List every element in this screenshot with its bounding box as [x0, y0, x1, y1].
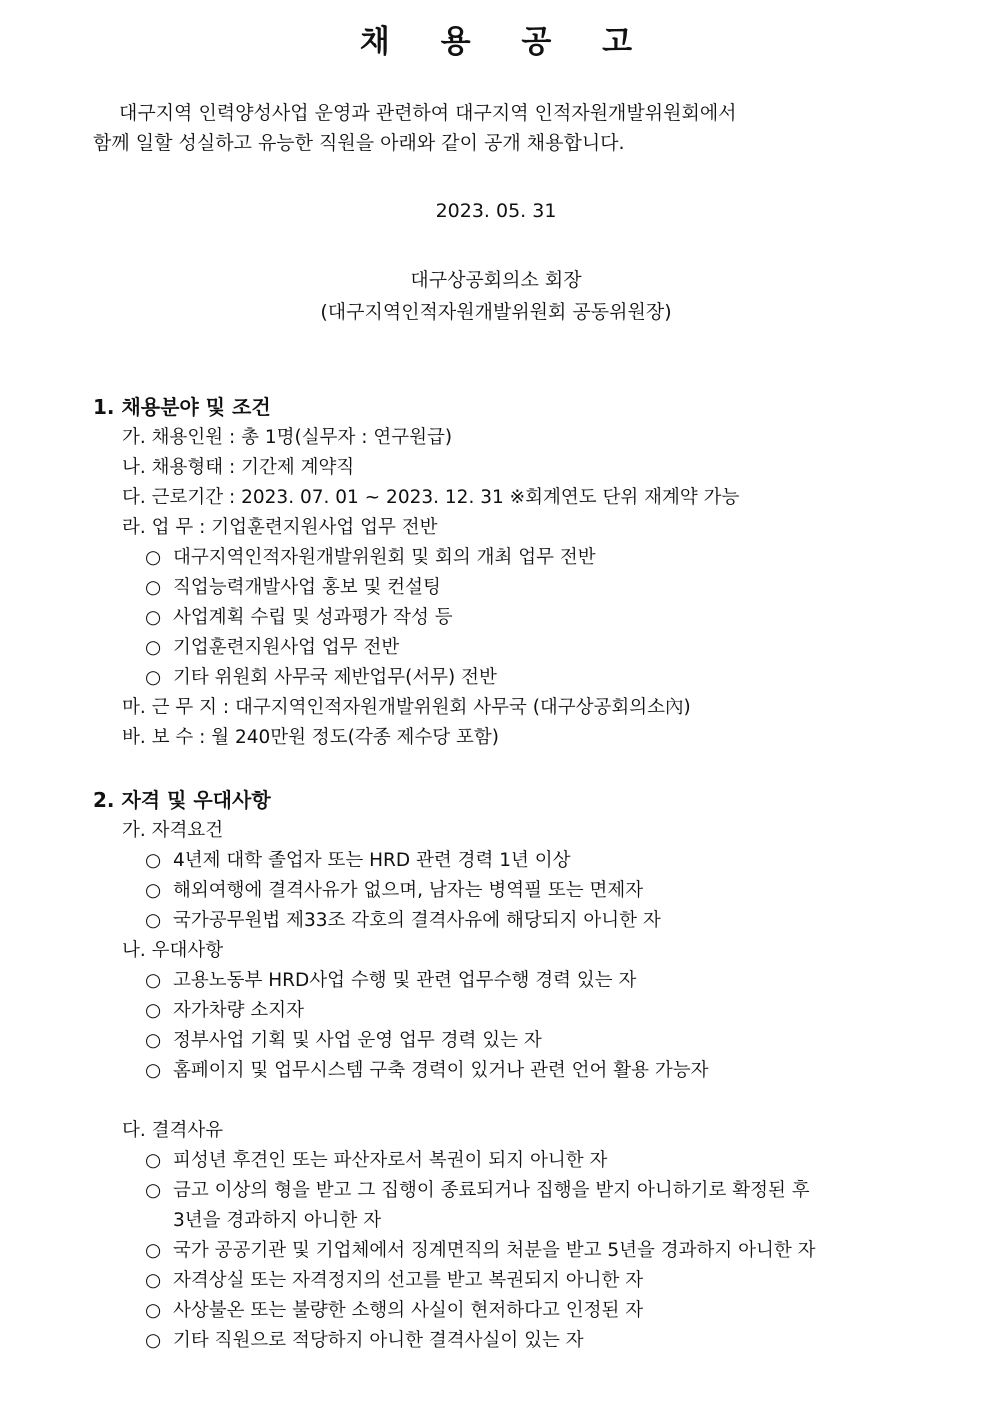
bullet-circle: ○ [145, 1240, 162, 1261]
duty-item: ○ 기타 위원회 사무국 제반업무(서무) 전반 [145, 665, 497, 691]
bullet-circle: ○ [145, 1180, 162, 1201]
bullet-circle: ○ [145, 970, 162, 991]
bullet-circle: ○ [145, 1000, 162, 1021]
disqualification-item: ○ 금고 이상의 형을 받고 그 집행이 종료되거나 집행을 받지 아니하기로 확정된 후 [145, 1178, 810, 1204]
duty-item: ○ 기업훈련지원사업 업무 전반 [145, 635, 399, 661]
disqualification-item: ○ 사상불온 또는 불량한 소행의 사실이 현저하다고 인정된 자 [145, 1298, 643, 1324]
preference-item: ○ 홈페이지 및 업무시스템 구축 경력이 있거나 관련 언어 활용 가능자 [145, 1058, 708, 1084]
disqualification-item: ○ 자격상실 또는 자격정지의 선고를 받고 복권되지 아니한 자 [145, 1268, 643, 1294]
bullet-circle: ○ [145, 1150, 162, 1171]
bullet-circle: ○ [145, 577, 162, 598]
section1-heading: 1. 채용분야 및 조건 [93, 395, 271, 419]
duty-item: ○ 사업계획 수립 및 성과평가 작성 등 [145, 605, 453, 631]
section1-item-ra: 라. 업 무 : 기업훈련지원사업 업무 전반 [122, 517, 438, 538]
duty-item: ○ 직업능력개발사업 홍보 및 컨설팅 [145, 575, 441, 601]
section1-item-ga: 가. 채용인원 : 총 1명(실무자 : 연구원급) [122, 427, 453, 448]
bullet-circle: ○ [145, 880, 162, 901]
section2-heading: 2. 자격 및 우대사항 [93, 788, 271, 812]
preference-item: ○ 고용노동부 HRD사업 수행 및 관련 업무수행 경력 있는 자 [145, 968, 636, 994]
section2-item-da: 다. 결격사유 [122, 1120, 224, 1141]
bullet-circle: ○ [145, 547, 162, 568]
bullet-circle: ○ [145, 667, 162, 688]
requirement-item: ○ 4년제 대학 졸업자 또는 HRD 관련 경력 1년 이상 [145, 848, 571, 874]
bullet-circle: ○ [145, 910, 162, 931]
bullet-circle: ○ [145, 637, 162, 658]
bullet-circle: ○ [145, 1030, 162, 1051]
bullet-circle: ○ [145, 1330, 162, 1351]
preference-item: ○ 자가차량 소지자 [145, 998, 304, 1024]
section1-item-ba: 바. 보 수 : 월 240만원 정도(각종 제수당 포함) [122, 727, 499, 748]
bullet-circle: ○ [145, 1300, 162, 1321]
section2-item-ga: 가. 자격요건 [122, 820, 224, 841]
section1-item-da: 다. 근로기간 : 2023. 07. 01 ~ 2023. 12. 31 ※회계연도 단위 재계약 가능 [122, 487, 740, 508]
section1-item-ma: 마. 근 무 지 : 대구지역인적자원개발위원회 사무국 (대구상공회의소內) [122, 697, 691, 718]
issuer-subtitle: (대구지역인적자원개발위원회 공동위원장) [320, 301, 672, 323]
requirement-item: ○ 해외여행에 결격사유가 없으며, 남자는 병역필 또는 면제자 [145, 878, 643, 904]
bullet-circle: ○ [145, 850, 162, 871]
issuer-title: 대구상공회의소 회장 [410, 269, 582, 291]
bullet-circle: ○ [145, 1060, 162, 1081]
requirement-item: ○ 국가공무원법 제33조 각호의 결격사유에 해당되지 아니한 자 [145, 908, 661, 934]
bullet-circle: ○ [145, 1270, 162, 1291]
intro-paragraph [93, 98, 893, 158]
intro-line-1: 대구지역 인력양성사업 운영과 관련하여 대구지역 인적자원개발위원회에서 [119, 102, 737, 124]
section1-item-na: 나. 채용형태 : 기간제 계약직 [122, 457, 355, 478]
duty-item: ○ 대구지역인적자원개발위원회 및 회의 개최 업무 전반 [145, 545, 596, 571]
section2-item-na: 나. 우대사항 [122, 940, 224, 961]
disqualification-item: ○ 기타 직원으로 적당하지 아니한 결격사실이 있는 자 [145, 1328, 584, 1354]
intro-line-2: 함께 일할 성실하고 유능한 직원을 아래와 같이 공개 채용합니다. [93, 132, 625, 154]
disqualification-item: ○ 국가 공공기관 및 기업체에서 징계면직의 처분을 받고 5년을 경과하지 아니한 자 [145, 1238, 815, 1264]
bullet-circle: ○ [145, 607, 162, 628]
preference-item: ○ 정부사업 기획 및 사업 운영 업무 경력 있는 자 [145, 1028, 542, 1054]
page-title: 채 용 공 고 [359, 24, 653, 60]
disqualification-item: ○ 피성년 후견인 또는 파산자로서 복권이 되지 아니한 자 [145, 1148, 607, 1174]
notice-date: 2023. 05. 31 [435, 200, 557, 222]
disqualification-continuation: 3년을 경과하지 아니한 자 [173, 1210, 382, 1231]
